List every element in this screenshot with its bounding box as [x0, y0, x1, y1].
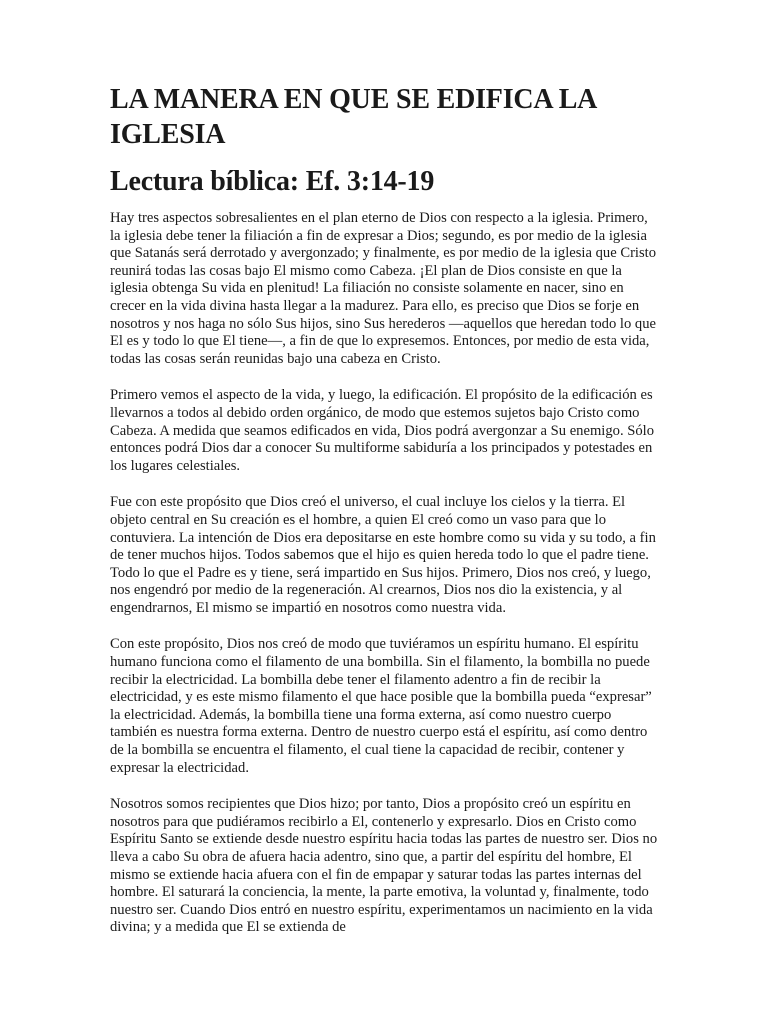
document-page	[110, 82, 658, 956]
paragraph-4: Con este propósito, Dios nos creó de modo que tuviéramos un espíritu humano. El espíritu humano funciona como el filamento de una bombilla. Sin el filamento, la bombilla no puede recibir la electricidad. La bombilla debe tener el filamento adentro a fin de recibir la electricidad, y es este mismo filamento el que hace posible que la bombilla pueda “expresar” la electricidad. Además, la bombilla tiene una forma externa, así como nuestro cuerpo también es nuestra forma externa. Dentro de nuestro cuerpo está el espíritu, así como dentro de la bombilla se encuentra el filamento, el cual tiene la capacidad de recibir, contener y expresar la electricidad.	[110, 636, 652, 776]
paragraph-1: Hay tres aspectos sobresalientes en el plan eterno de Dios con respecto a la iglesia. Primero, la iglesia debe tener la filiación a fin de expresar a Dios; segundo, es por medio de la iglesia que Satanás será derrotado y avergonzado; y finalmente, es por medio de la iglesia que Cristo reunirá todas las cosas bajo El mismo como Cabeza. ¡El plan de Dios consiste en que la iglesia obtenga Su vida en plenitud! La filiación no consiste solamente en nacer, sino en crecer en la vida divina hasta llegar a la madurez. Para ello, es preciso que Dios se forje en nosotros y nos haga no sólo Sus hijos, sino Sus herederos —aquellos que heredan todo lo que El es y todo lo que El tiene—, a fin de que lo expresemos. Entonces, por medio de esta vida, todas las cosas serán reunidas bajo una cabeza en Cristo.	[110, 210, 657, 367]
paragraph-2: Primero vemos el aspecto de la vida, y luego, la edificación. El propósito de la edificación es llevarnos a todos al debido orden orgánico, de modo que estemos sujetos bajo Cristo como Cabeza. A medida que seamos edificados en vida, Dios podrá avergonzar a Su enemigo. Sólo entonces podrá Dios dar a conocer Su multiforme sabiduría a los principados y potestades en los lugares celestiales.	[110, 387, 655, 474]
paragraph-3: Fue con este propósito que Dios creó el universo, el cual incluye los cielos y la tierra. El objeto central en Su creación es el hombre, a quien El creó como un vaso para que lo contuviera. La intención de Dios era depositarse en este hombre como su vida y su todo, a fin de tener muchos hijos. Todos sabemos que el hijo es quien hereda todo lo que el padre tiene. Todo lo que el Padre es y tiene, será impartido en Sus hijos. Primero, Dios nos creó, y luego, nos engendró por medio de la regeneración. Al crearnos, Dios nos dio la existencia, y al engendrarnos, El mismo se impartió en nosotros como nuestra vida.	[110, 494, 656, 616]
document-title: LA MANERA EN QUE SE EDIFICA LA IGLESIA	[110, 84, 596, 150]
scripture-reading-heading: Lectura bíblica: Ef. 3:14-19	[110, 166, 435, 197]
paragraph-5: Nosotros somos recipientes que Dios hizo; por tanto, Dios a propósito creó un espíritu en nosotros para que pudiéramos recibirlo a El, contenerlo y expresarlo. Dios en Cristo como Espíritu Santo se extiende desde nuestro espíritu hacia todas las partes de nuestro ser. Dios no lleva a cabo Su obra de afuera hacia adentro, sino que, a partir del espíritu del hombre, El mismo se extiende hacia afuera con el fin de empapar y saturar todas las partes internas del hombre. El saturará la conciencia, la mente, la parte emotiva, la voluntad y, finalmente, todo nuestro ser. Cuando Dios entró en nuestro espíritu, experimentamos un nacimiento en la vida divina; y a medida que El se extienda de	[110, 796, 658, 936]
